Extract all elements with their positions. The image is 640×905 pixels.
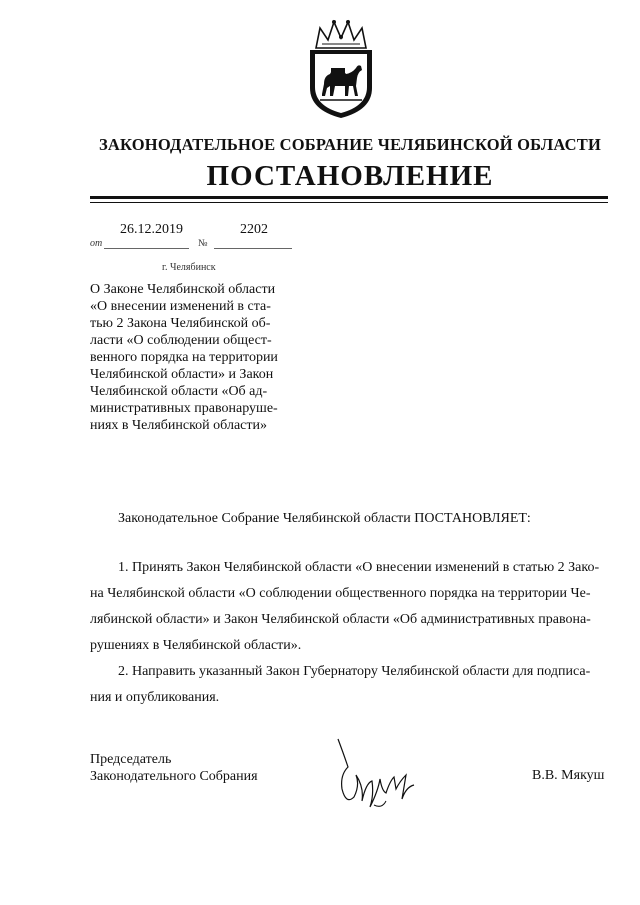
number-label: № [198,238,208,249]
resolution-preamble: Законодательное Собрание Челябинской области ПОСТАНОВЛЯЕТ: [118,511,531,526]
body-line: ния и опубликования. [90,690,220,705]
subject-line: тью 2 Закона Челябинской об- [90,316,271,331]
body-line: 1. Принять Закон Челябинской области «О внесении изменений в статью 2 Зако- [118,560,600,575]
document-subject [90,281,278,434]
subject-line: министративных правонаруше- [90,401,278,416]
subject-line: венного порядка на территории [90,350,278,365]
body-line: на Челябинской области «О соблюдении общественного порядка на территории Че- [90,586,591,601]
signatory-title-line: Законодательного Собрания [90,769,258,784]
resolution-body [90,555,610,711]
body-line: лябинской области» и Закон Челябинской области «Об административных правона- [90,612,591,627]
subject-line: ниях в Челябинской области» [90,418,267,433]
city-label: г. Челябинск [162,262,216,273]
signatory-name: В.В. Мякуш [532,768,605,783]
coat-of-arms-emblem [298,18,384,122]
document-date: 26.12.2019 [120,222,183,237]
subject-line: О Законе Челябинской области [90,282,276,297]
subject-line: «О внесении изменений в ста- [90,299,271,314]
handwritten-signature [330,735,420,815]
date-underline [104,248,189,249]
signatory-title-line: Председатель [90,752,172,767]
document-number: 2202 [240,222,268,237]
organization-title: ЗАКОНОДАТЕЛЬНОЕ СОБРАНИЕ ЧЕЛЯБИНСКОЙ ОБЛАСТИ [98,135,602,154]
header-rule-thin [90,202,608,203]
header-rule-thick [90,196,608,199]
subject-line: Челябинской области «Об ад- [90,384,268,399]
number-underline [214,248,292,249]
subject-line: Челябинской области» и Закон [90,367,274,382]
subject-line: ласти «О соблюдении общест- [90,333,272,348]
document-type-title: ПОСТАНОВЛЕНИЕ [206,160,494,192]
signatory-title [90,751,258,785]
body-line: 2. Направить указанный Закон Губернатору Челябинской области для подписа- [118,664,591,679]
date-label: от [90,238,103,249]
body-line: рушениях в Челябинской области». [90,638,302,653]
